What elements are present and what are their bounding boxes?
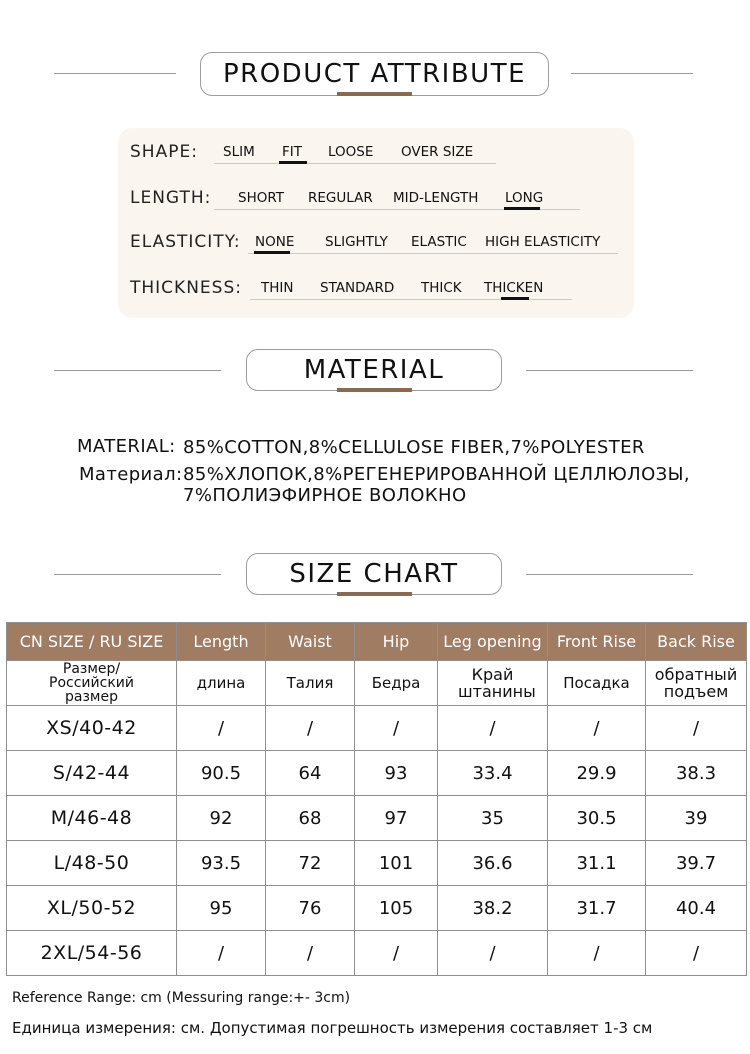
material-label-ru: Материал: [79,464,183,485]
table-cell: 39.7 [646,841,747,886]
header-cell: CN SIZE / RU SIZE [7,623,177,661]
table-subheader-row [7,661,747,706]
subheader-cell: Размер/Российский размер [7,661,177,706]
size-cell: XL/50-52 [7,886,177,931]
size-cell: L/48-50 [7,841,177,886]
material-value-en: 85%COTTON,8%CELLULOSE FIBER,7%POLYESTER [183,437,645,458]
table-cell: 38.3 [646,751,747,796]
table-cell: / [548,931,646,976]
attribute-option: NONE [255,234,295,250]
attribute-label: THICKNESS: [130,278,242,298]
subheader-cell: Бедра [355,661,438,706]
attribute-option: HIGH ELASTICITY [485,234,601,250]
subheader-cell: Талия [266,661,355,706]
attribute-row-elasticity [118,218,634,258]
attribute-option: FIT [282,144,302,160]
table-cell: 97 [355,796,438,841]
table-row [7,931,747,976]
table-row [7,796,747,841]
table-cell: 30.5 [548,796,646,841]
table-cell: 31.1 [548,841,646,886]
divider-line [54,73,176,74]
divider-line [526,574,693,575]
table-cell: / [266,931,355,976]
reference-range-note: Reference Range: cm (Messuring range:+- 3cm) [12,990,351,1006]
attribute-label: SHAPE: [130,142,198,162]
selected-marker [501,297,529,300]
table-row [7,706,747,751]
attribute-option: SLIGHTLY [325,234,388,250]
attribute-option: ELASTIC [411,234,467,250]
table-cell: 92 [177,796,266,841]
table-cell: / [355,931,438,976]
attribute-option: SLIM [223,144,255,160]
table-cell: 93 [355,751,438,796]
attribute-option: REGULAR [308,190,373,206]
attribute-underline [248,253,618,254]
attribute-row-length [118,174,634,214]
material-label-en: MATERIAL: [77,436,176,457]
table-cell: 95 [177,886,266,931]
subheader-cell: Край штанины [438,661,548,706]
subheader-cell: обратный подъем [646,661,747,706]
section-title-size-chart [246,553,502,595]
title-accent-bar [337,388,412,392]
table-cell: / [438,706,548,751]
table-cell: 76 [266,886,355,931]
header-cell: Length [177,623,266,661]
subheader-cell: Посадка [548,661,646,706]
table-header-row [7,623,747,661]
attribute-option: STANDARD [320,280,395,296]
table-cell: 72 [266,841,355,886]
table-cell: 64 [266,751,355,796]
title-accent-bar [337,592,412,596]
table-cell: 36.6 [438,841,548,886]
attribute-option: OVER SIZE [401,144,474,160]
section-title-size-chart-text: SIZE CHART [289,559,459,589]
size-cell: M/46-48 [7,796,177,841]
section-title-material [246,349,502,391]
header-cell: Waist [266,623,355,661]
divider-line [54,370,221,371]
table-cell: / [177,931,266,976]
divider-line [526,370,693,371]
table-cell: / [266,706,355,751]
material-value-ru-line1: 85%ХЛОПОК,8%РЕГЕНЕРИРОВАННОЙ ЦЕЛЛЮЛОЗЫ, [183,464,691,485]
divider-line [571,73,693,74]
table-cell: / [177,706,266,751]
table-cell: / [355,706,438,751]
table-cell: 40.4 [646,886,747,931]
attribute-option: SHORT [238,190,284,206]
table-row [7,886,747,931]
header-cell: Leg opening [438,623,548,661]
selected-marker [504,207,540,210]
section-title-material-text: MATERIAL [303,355,445,385]
size-cell: S/42-44 [7,751,177,796]
table-row [7,751,747,796]
attribute-label: LENGTH: [130,188,212,208]
table-cell: 33.4 [438,751,548,796]
table-cell: 105 [355,886,438,931]
section-title-attribute-text: PRODUCT ATTRIBUTE [222,59,527,89]
table-cell: 35 [438,796,548,841]
table-row [7,841,747,886]
size-chart-table [6,622,747,976]
header-cell: Back Rise [646,623,747,661]
table-cell: 101 [355,841,438,886]
material-value-ru-line2: 7%ПОЛИЭФИРНОЕ ВОЛОКНО [183,485,467,506]
attribute-option: LONG [505,190,544,206]
table-cell: / [646,931,747,976]
attribute-option: THICKEN [484,280,544,296]
subheader-cell: длина [177,661,266,706]
table-cell: 93.5 [177,841,266,886]
attribute-underline [214,163,496,164]
table-cell: / [438,931,548,976]
header-cell: Front Rise [548,623,646,661]
selected-marker [254,251,290,254]
table-cell: / [646,706,747,751]
table-cell: / [548,706,646,751]
selected-marker [279,161,307,164]
attribute-row-thickness [118,264,634,304]
attribute-label: ELASTICITY: [130,232,241,252]
attribute-option: THIN [261,280,294,296]
attribute-option: LOOSE [328,144,374,160]
header-cell: Hip [355,623,438,661]
table-cell: 38.2 [438,886,548,931]
title-accent-bar [337,92,412,96]
attribute-option: THICK [421,280,462,296]
attribute-panel [118,128,634,318]
table-cell: 29.9 [548,751,646,796]
table-cell: 90.5 [177,751,266,796]
section-title-attribute [200,52,549,96]
size-cell: 2XL/54-56 [7,931,177,976]
attribute-option: MID-LENGTH [393,190,479,206]
attribute-row-shape [118,128,634,168]
table-cell: 68 [266,796,355,841]
table-cell: 39 [646,796,747,841]
divider-line [54,574,221,575]
size-cell: XS/40-42 [7,706,177,751]
table-cell: 31.7 [548,886,646,931]
measurement-note-ru: Единица измерения: см. Допустимая погрешность измерения составляет 1-3 см [12,1019,653,1037]
